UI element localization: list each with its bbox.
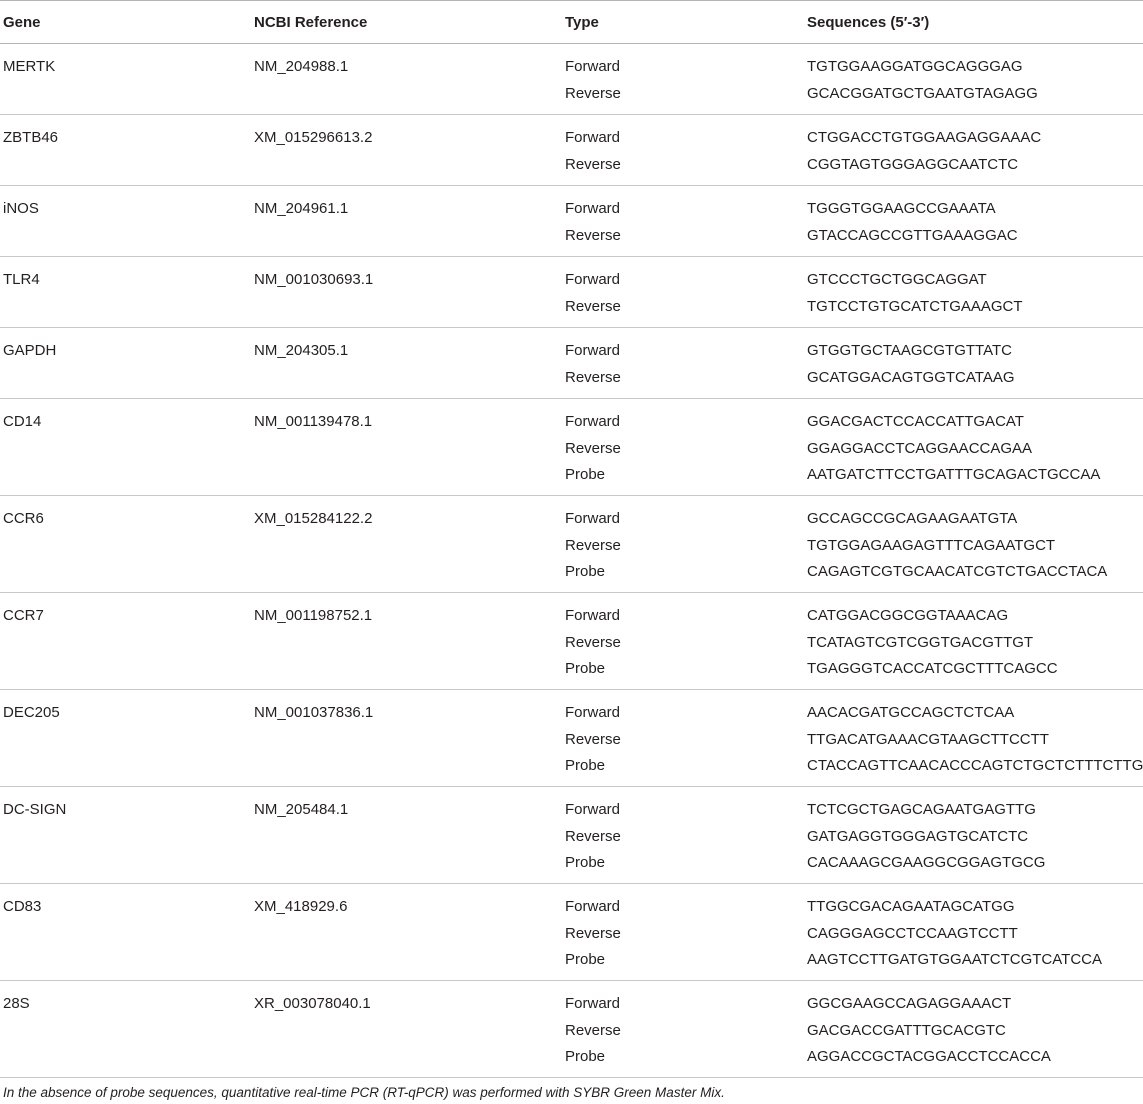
type-label: Reverse xyxy=(565,226,621,244)
ncbi-reference-cell: NM_204961.1 xyxy=(254,200,349,217)
sequence-value: TCATAGTCGTCGGTGACGTTGT xyxy=(807,633,1034,651)
sequence-value: TGTGGAGAAGAGTTTCAGAATGCT xyxy=(807,536,1056,554)
type-cell xyxy=(565,129,621,182)
sequence-cell xyxy=(807,995,1051,1075)
type-cell xyxy=(565,995,621,1075)
type-label: Forward xyxy=(565,413,621,430)
type-label: Forward xyxy=(565,271,621,288)
gene-cell: iNOS xyxy=(3,200,39,217)
table-row xyxy=(0,186,1143,257)
header-ncbi-reference: NCBI Reference xyxy=(254,14,368,31)
type-label: Probe xyxy=(565,951,606,968)
sequence-value: TTGACATGAAACGTAAGCTTCCTT xyxy=(807,730,1049,748)
sequence-cell xyxy=(807,413,1100,493)
type-label: Forward xyxy=(565,342,621,359)
sequence-cell xyxy=(807,607,1058,687)
type-label: Forward xyxy=(565,607,621,624)
table-row xyxy=(0,981,1143,1078)
type-label: Probe xyxy=(565,757,606,774)
sequence-value: GGCGAAGCCAGAGGAAACT xyxy=(807,995,1012,1012)
type-label: Reverse xyxy=(565,827,621,845)
type-label: Reverse xyxy=(565,730,621,748)
table-row xyxy=(0,328,1143,399)
type-label: Reverse xyxy=(565,439,621,457)
sequence-value: CATGGACGGCGGTAAACAG xyxy=(807,607,1009,624)
type-label: Reverse xyxy=(565,368,621,386)
type-cell xyxy=(565,271,621,324)
sequence-cell xyxy=(807,58,1038,111)
type-label: Forward xyxy=(565,995,621,1012)
type-label: Reverse xyxy=(565,924,621,942)
sequence-value: GCACGGATGCTGAATGTAGAGG xyxy=(807,84,1038,102)
sequence-value: TTGGCGACAGAATAGCATGG xyxy=(807,898,1015,915)
table-row xyxy=(0,787,1143,884)
table-row xyxy=(0,44,1143,115)
sequence-value: AATGATCTTCCTGATTTGCAGACTGCCAA xyxy=(807,466,1101,483)
type-label: Forward xyxy=(565,129,621,146)
sequence-value: CACAAAGCGAAGGCGGAGTGCG xyxy=(807,854,1046,871)
type-cell xyxy=(565,413,621,493)
ncbi-reference-cell: NM_001037836.1 xyxy=(254,704,374,721)
table-row xyxy=(0,593,1143,690)
type-label: Forward xyxy=(565,58,621,75)
sequence-value: CTGGACCTGTGGAAGAGGAAAC xyxy=(807,129,1042,146)
type-label: Probe xyxy=(565,466,606,483)
sequence-value: GTACCAGCCGTTGAAAGGAC xyxy=(807,226,1018,244)
sequence-value: AAGTCCTTGATGTGGAATCTCGTCATCCA xyxy=(807,951,1102,968)
sequence-value: CTACCAGTTCAACACCCAGTCTGCTCTTTCTTG xyxy=(807,757,1143,774)
ncbi-reference-cell: XR_003078040.1 xyxy=(254,995,371,1012)
gene-cell: MERTK xyxy=(3,58,56,75)
sequence-cell xyxy=(807,801,1045,881)
type-label: Reverse xyxy=(565,297,621,315)
table-body xyxy=(0,44,1143,1078)
sequence-value: CAGAGTCGTGCAACATCGTCTGACCTACA xyxy=(807,563,1108,580)
ncbi-reference-cell: NM_204988.1 xyxy=(254,58,349,75)
gene-cell: DC-SIGN xyxy=(3,801,67,818)
type-cell xyxy=(565,704,621,784)
gene-cell: CD83 xyxy=(3,898,42,915)
type-label: Reverse xyxy=(565,536,621,554)
ncbi-reference-cell: NM_001030693.1 xyxy=(254,271,374,288)
table-row xyxy=(0,884,1143,981)
sequence-value: GACGACCGATTTGCACGTC xyxy=(807,1021,1006,1039)
table-footnote: In the absence of probe sequences, quantitative real-time PCR (RT-qPCR) was performed with SYBR Green Master Mix. xyxy=(3,1085,725,1100)
table-row xyxy=(0,115,1143,186)
sequence-value: GATGAGGTGGGAGTGCATCTC xyxy=(807,827,1029,845)
gene-cell: CCR7 xyxy=(3,607,44,624)
sequence-value: TGTGGAAGGATGGCAGGGAG xyxy=(807,58,1023,75)
ncbi-reference-cell: XM_015296613.2 xyxy=(254,129,373,146)
type-cell xyxy=(565,607,621,687)
header-type: Type xyxy=(565,14,599,31)
sequence-value: GTCCCTGCTGGCAGGAT xyxy=(807,271,987,288)
type-label: Reverse xyxy=(565,155,621,173)
type-label: Forward xyxy=(565,704,621,721)
gene-cell: CD14 xyxy=(3,413,42,430)
sequence-cell xyxy=(807,704,1143,784)
sequence-value: CGGTAGTGGGAGGCAATCTC xyxy=(807,155,1019,173)
type-cell xyxy=(565,200,621,253)
sequence-value: CAGGGAGCCTCCAAGTCCTT xyxy=(807,924,1018,942)
gene-cell: 28S xyxy=(3,995,30,1012)
sequence-value: GGACGACTCCACCATTGACAT xyxy=(807,413,1024,430)
sequence-value: TGAGGGTCACCATCGCTTTCAGCC xyxy=(807,660,1058,677)
sequence-value: GCATGGACAGTGGTCATAAG xyxy=(807,368,1015,386)
sequence-value: AACACGATGCCAGCTCTCAA xyxy=(807,704,1015,721)
type-label: Probe xyxy=(565,1048,606,1065)
table-header xyxy=(0,0,1143,44)
ncbi-reference-cell: NM_204305.1 xyxy=(254,342,349,359)
type-label: Probe xyxy=(565,563,606,580)
sequence-cell xyxy=(807,200,1018,253)
type-label: Probe xyxy=(565,660,606,677)
gene-cell: ZBTB46 xyxy=(3,129,59,146)
table-row xyxy=(0,496,1143,593)
ncbi-reference-cell: XM_015284122.2 xyxy=(254,510,373,527)
gene-cell: GAPDH xyxy=(3,342,57,359)
type-label: Reverse xyxy=(565,633,621,651)
gene-cell: DEC205 xyxy=(3,704,60,721)
sequence-value: GCCAGCCGCAGAAGAATGTA xyxy=(807,510,1018,527)
type-cell xyxy=(565,898,621,978)
type-cell xyxy=(565,342,621,395)
table-row xyxy=(0,399,1143,496)
sequence-value: TCTCGCTGAGCAGAATGAGTTG xyxy=(807,801,1036,818)
type-cell xyxy=(565,801,621,881)
type-label: Reverse xyxy=(565,1021,621,1039)
ncbi-reference-cell: NM_001198752.1 xyxy=(254,607,373,624)
type-label: Probe xyxy=(565,854,606,871)
type-label: Reverse xyxy=(565,84,621,102)
type-label: Forward xyxy=(565,200,621,217)
sequence-value: GGAGGACCTCAGGAACCAGAA xyxy=(807,439,1033,457)
ncbi-reference-cell: NM_001139478.1 xyxy=(254,413,373,430)
type-label: Forward xyxy=(565,898,621,915)
type-cell xyxy=(565,510,621,590)
gene-cell: TLR4 xyxy=(3,271,40,288)
sequence-value: AGGACCGCTACGGACCTCCACCA xyxy=(807,1048,1051,1065)
header-gene: Gene xyxy=(3,14,41,31)
ncbi-reference-cell: NM_205484.1 xyxy=(254,801,349,818)
type-label: Forward xyxy=(565,510,621,527)
sequence-value: TGGGTGGAAGCCGAAATA xyxy=(807,200,996,217)
type-cell xyxy=(565,58,621,111)
sequence-cell xyxy=(807,510,1107,590)
sequence-cell xyxy=(807,129,1041,182)
sequence-value: TGTCCTGTGCATCTGAAAGCT xyxy=(807,297,1023,315)
table-row xyxy=(0,257,1143,328)
sequence-cell xyxy=(807,342,1015,395)
sequence-cell xyxy=(807,271,1023,324)
table-row xyxy=(0,690,1143,787)
sequence-value: GTGGTGCTAAGCGTGTTATC xyxy=(807,342,1012,359)
gene-cell: CCR6 xyxy=(3,510,44,527)
type-label: Forward xyxy=(565,801,621,818)
header-sequences: Sequences (5′-3′) xyxy=(807,14,930,31)
ncbi-reference-cell: XM_418929.6 xyxy=(254,898,348,915)
sequence-cell xyxy=(807,898,1102,978)
